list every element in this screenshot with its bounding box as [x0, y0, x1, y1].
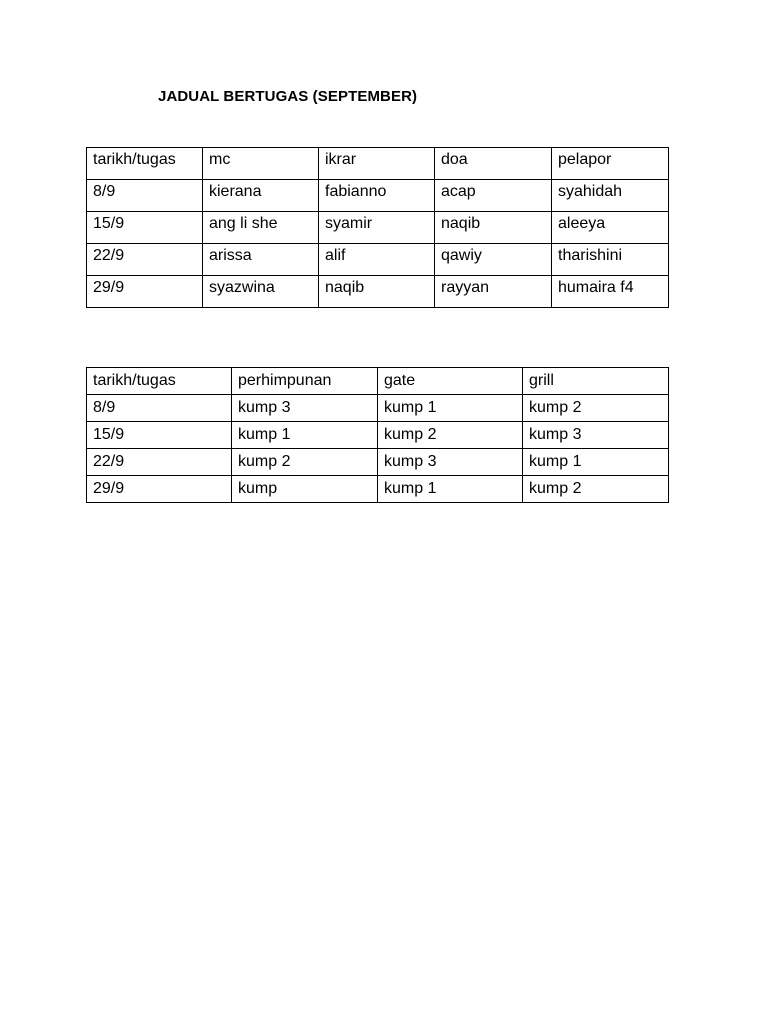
table-header-cell: ikrar: [319, 148, 435, 180]
table-cell: kump 1: [232, 422, 378, 449]
table-row: [87, 476, 669, 503]
table-header-cell: tarikh/tugas: [87, 148, 203, 180]
table-cell: syazwina: [203, 276, 319, 308]
table-header-cell: pelapor: [552, 148, 669, 180]
table-row: [87, 212, 669, 244]
table-cell: naqib: [319, 276, 435, 308]
table-header-cell: gate: [378, 368, 523, 395]
table-cell: syamir: [319, 212, 435, 244]
table-header-row: [87, 148, 669, 180]
group-assignment-table: [86, 367, 669, 503]
table-cell: kump 2: [523, 476, 669, 503]
table-cell: 8/9: [87, 395, 232, 422]
table-cell: kump: [232, 476, 378, 503]
table-cell: arissa: [203, 244, 319, 276]
table-cell: kump 3: [232, 395, 378, 422]
table-cell: 29/9: [87, 476, 232, 503]
table-cell: 15/9: [87, 212, 203, 244]
page-title: JADUAL BERTUGAS (SEPTEMBER): [158, 88, 418, 105]
table-cell: humaira f4: [552, 276, 669, 308]
table-header-cell: mc: [203, 148, 319, 180]
table-cell: alif: [319, 244, 435, 276]
table-cell: syahidah: [552, 180, 669, 212]
table-cell: fabianno: [319, 180, 435, 212]
table-header-cell: grill: [523, 368, 669, 395]
table-cell: 8/9: [87, 180, 203, 212]
table-row: [87, 422, 669, 449]
table-cell: 15/9: [87, 422, 232, 449]
table-cell: 22/9: [87, 244, 203, 276]
table-header-cell: perhimpunan: [232, 368, 378, 395]
duty-roster-table: [86, 147, 669, 308]
table-cell: qawiy: [435, 244, 552, 276]
table-row: [87, 244, 669, 276]
table-cell: kump 1: [378, 395, 523, 422]
table-cell: kump 2: [232, 449, 378, 476]
table-row: [87, 395, 669, 422]
table-cell: kump 3: [378, 449, 523, 476]
table-cell: kump 1: [378, 476, 523, 503]
table-header-cell: tarikh/tugas: [87, 368, 232, 395]
table-cell: naqib: [435, 212, 552, 244]
table-cell: kump 2: [378, 422, 523, 449]
table-header-cell: doa: [435, 148, 552, 180]
table-row: [87, 276, 669, 308]
table-row: [87, 449, 669, 476]
table-cell: ang li she: [203, 212, 319, 244]
table-cell: kump 3: [523, 422, 669, 449]
table-cell: kump 1: [523, 449, 669, 476]
table-cell: rayyan: [435, 276, 552, 308]
table-row: [87, 180, 669, 212]
table-cell: acap: [435, 180, 552, 212]
table-cell: aleeya: [552, 212, 669, 244]
table-cell: 22/9: [87, 449, 232, 476]
table-cell: tharishini: [552, 244, 669, 276]
table-header-row: [87, 368, 669, 395]
table-cell: 29/9: [87, 276, 203, 308]
table-cell: kierana: [203, 180, 319, 212]
table-cell: kump 2: [523, 395, 669, 422]
